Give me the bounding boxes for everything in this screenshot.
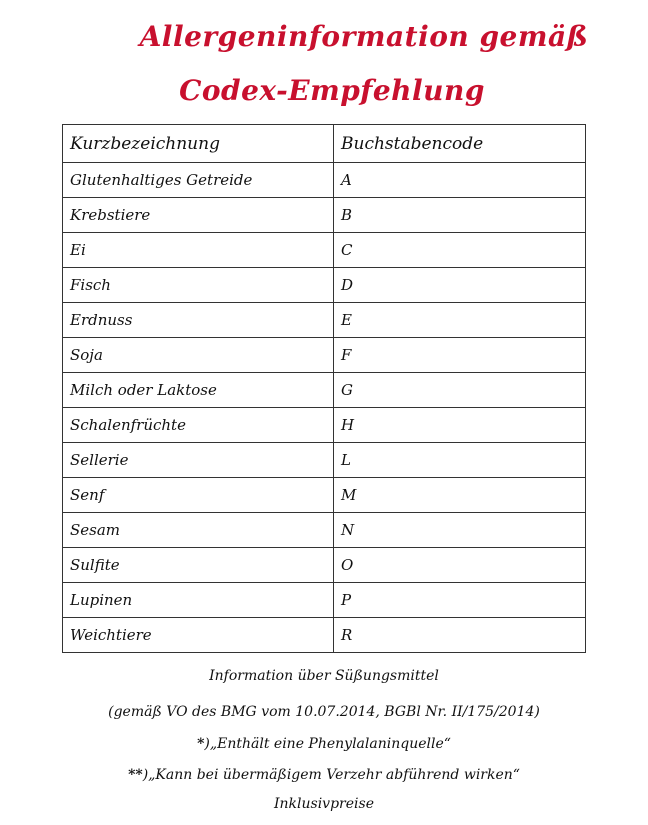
allergen-name: Sulfite [63, 548, 334, 583]
allergen-code: F [334, 338, 586, 373]
allergen-code: H [334, 408, 586, 443]
allergen-code: O [334, 548, 586, 583]
table-row [63, 163, 586, 198]
allergen-code: C [334, 233, 586, 268]
allergen-name: Sellerie [63, 443, 334, 478]
allergen-code: E [334, 303, 586, 338]
allergen-code: P [334, 583, 586, 618]
allergen-name: Weichtiere [63, 618, 334, 653]
prices-included-note: Inklusivpreise [274, 796, 374, 812]
table-row [63, 478, 586, 513]
allergen-name: Sesam [63, 513, 334, 548]
title-line-2: Codex-Empfehlung [179, 74, 485, 107]
table-row [63, 268, 586, 303]
allergen-name: Soja [63, 338, 334, 373]
laxative-note [0, 767, 648, 783]
footnote-marker-double: ** [128, 767, 143, 783]
table-row [63, 548, 586, 583]
allergen-code: L [334, 443, 586, 478]
allergen-name: Ei [63, 233, 334, 268]
allergen-name: Milch oder Laktose [63, 373, 334, 408]
allergen-name: Krebstiere [63, 198, 334, 233]
sweetener-info-heading: Information über Süßungsmittel [209, 668, 439, 684]
table-row [63, 583, 586, 618]
allergen-code: N [334, 513, 586, 548]
allergen-code: G [334, 373, 586, 408]
table-row [63, 198, 586, 233]
table-row [63, 303, 586, 338]
column-header-short-name: Kurzbezeichnung [63, 125, 334, 163]
allergen-code: R [334, 618, 586, 653]
allergen-name: Lupinen [63, 583, 334, 618]
table-row [63, 513, 586, 548]
allergen-name: Fisch [63, 268, 334, 303]
footnote-marker-single: * [197, 736, 205, 752]
table-row [63, 373, 586, 408]
allergen-name: Erdnuss [63, 303, 334, 338]
table-row [63, 338, 586, 373]
allergen-code: D [334, 268, 586, 303]
allergen-name: Senf [63, 478, 334, 513]
table-row [63, 443, 586, 478]
phenylalanine-note [0, 736, 648, 752]
table-row [63, 233, 586, 268]
regulation-reference: (gemäß VO des BMG vom 10.07.2014, BGBl Nr. II/175/2014) [108, 704, 540, 720]
allergen-code: A [334, 163, 586, 198]
laxative-note-text: )„Kann bei übermäßigem Verzehr abführend wirken“ [142, 767, 520, 783]
allergen-name: Glutenhaltiges Getreide [63, 163, 334, 198]
phenylalanine-note-text: )„Enthält eine Phenylalaninquelle“ [204, 736, 451, 752]
table-header-row [63, 125, 586, 163]
allergen-code: M [334, 478, 586, 513]
allergen-code: B [334, 198, 586, 233]
table-row [63, 408, 586, 443]
title-line-1: Allergeninformation gemäß [139, 20, 589, 53]
allergen-table [62, 124, 586, 653]
column-header-letter-code: Buchstabencode [334, 125, 586, 163]
allergen-name: Schalenfrüchte [63, 408, 334, 443]
table-row [63, 618, 586, 653]
